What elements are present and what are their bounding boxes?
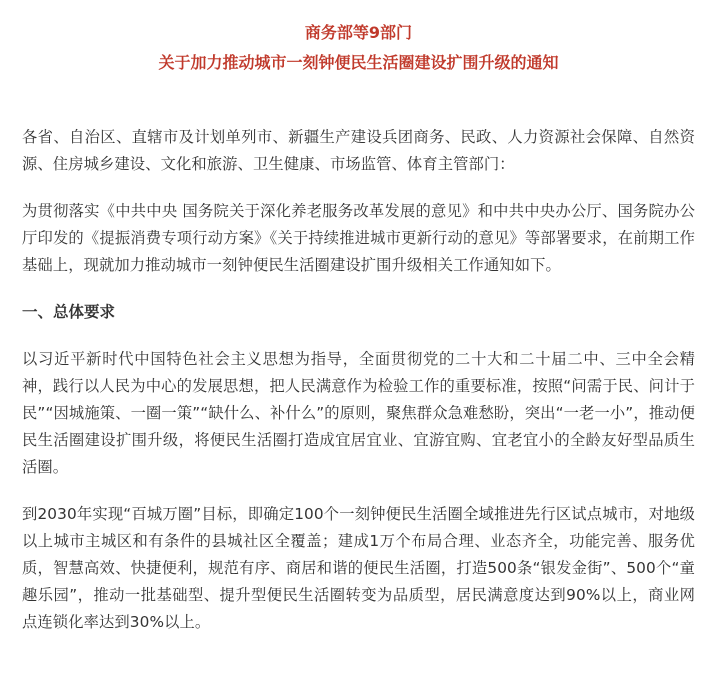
document-title-issuer: 商务部等9部门 xyxy=(304,23,413,42)
addressee-paragraph: 各省、自治区、直辖市及计划单列市、新疆生产建设兵团商务、民政、人力资源社会保障、自然资源、住房城乡建设、文化和旅游、卫生健康、市场监管、体育主管部门： xyxy=(22,128,695,173)
section-heading-general-requirements: 一、总体要求 xyxy=(22,303,116,321)
section1-paragraph-guidance: 以习近平新时代中国特色社会主义思想为指导，全面贯彻党的二十大和二十届二中、三中全会精神，践行以人民为中心的发展思想，把人民满意作为检验工作的重要标准，按照“问需于民、问计于民”“因城施策、一圈一策”“缺什么、补什么”的原则，聚焦群众急难愁盼，突出“一老一小”，推动便民生活圈建设扩围升级，将便民生活圈打造成宜居宜业、宜游宜购、宜老宜小的全龄友好型品质生活圈。 xyxy=(22,350,695,476)
intro-paragraph: 为贯彻落实《中共中央 国务院关于深化养老服务改革发展的意见》和中共中央办公厅、国务院办公厅印发的《提振消费专项行动方案》《关于持续推进城市更新行动的意见》等部署要求，在前期工作基础上，现就加力推动城市一刻钟便民生活圈建设扩围升级相关工作通知如下。 xyxy=(22,202,695,274)
document-title-subject: 关于加力推动城市一刻钟便民生活圈建设扩围升级的通知 xyxy=(158,53,559,72)
section1-paragraph-targets: 到2030年实现“百城万圈”目标，即确定100个一刻钟便民生活圈全域推进先行区试点城市，对地级以上城市主城区和有条件的县城社区全覆盖；建成1万个布局合理、业态齐全，功能完善、服务优质，智慧高效、快捷便利，规范有序、商居和谐的便民生活圈，打造500条“银发金街”、500个“童趣乐园”，推动一批基础型、提升型便民生活圈转变为品质型，居民满意度达到90%以上，商业网点连锁化率达到30%以上。 xyxy=(22,505,695,631)
